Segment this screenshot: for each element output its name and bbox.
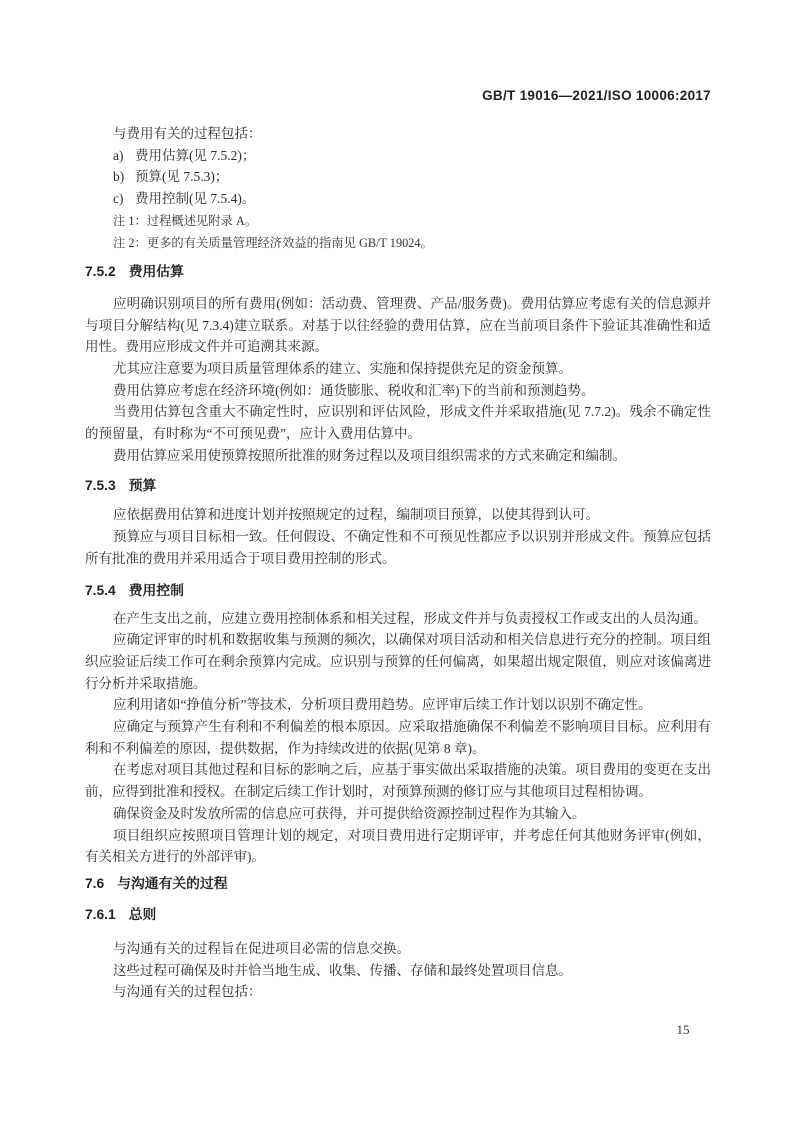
paragraph: 在产生支出之前，应建立费用控制体系和相关过程，形成文件并与负责授权工作或支出的人员沟通。	[113, 610, 707, 626]
paragraph: 与沟通有关的过程旨在促进项目必需的信息交换。	[113, 940, 410, 956]
cost-process-list	[85, 145, 711, 210]
paragraph: 费用估算应考虑在经济环境(例如：通货膨胀、税收和汇率)下的当前和预测趋势。	[113, 382, 595, 398]
section-number: 7.5.2	[85, 263, 116, 279]
paragraph: 应依据费用估算和进度计划并按照规定的过程，编制项目预算，以使其得到认可。	[113, 507, 599, 523]
paragraph: 确保资金及时发放所需的信息应可获得，并可提供给资源控制过程作为其输入。	[113, 805, 586, 821]
list-item-text: 费用估算(见 7.5.2)；	[135, 147, 256, 163]
section-number: 7.5.4	[85, 582, 116, 598]
list-item-marker: a)	[113, 147, 124, 163]
notes-block	[85, 210, 711, 254]
paragraph: 应利用诸如“挣值分析”等技术，分析项目费用趋势。应评审后续工作计划以识别不确定性。	[113, 697, 652, 713]
section-body-7-5-4	[85, 608, 711, 868]
section-title: 与沟通有关的过程	[117, 875, 228, 891]
section-body-7-6-1	[85, 938, 711, 1003]
paragraph: 当费用估算包含重大不确定性时，应识别和评估风险，形成文件并采取措施(见 7.7.2)。残余不确定性的预留量，有时称为“不可预见费”，应计入费用估算中。	[85, 404, 711, 442]
list-item-text: 预算(见 7.5.3)；	[135, 169, 229, 185]
paragraph: 费用估算应采用使预算按照所批准的财务过程以及项目组织需求的方式来确定和编制。	[113, 447, 626, 463]
paragraph: 应明确识别项目的所有费用(例如：活动费、管理费、产品/服务费)。费用估算应考虑有关的信息源并与项目分解结构(见 7.3.4)建立联系。对基于以往经验的费用估算，应在当前项目条件下验证其准确性和适用性。费用应形成文件并可追溯其来源。	[85, 295, 711, 355]
section-title: 预算	[128, 478, 157, 494]
paragraph: 项目组织应按照项目管理计划的规定，对项目费用进行定期评审，并考虑任何其他财务评审(例如，有关相关方进行的外部评审)。	[85, 827, 711, 865]
section-number: 7.6.1	[85, 906, 116, 922]
paragraph: 应确定评审的时机和数据收集与预测的频次，以确保对项目活动和相关信息进行充分的控制。项目组织应验证后续工作可在剩余预算内完成。应识别与预算的任何偏离，如果超出规定限值，则应对该偏离进行分析并采取措施。	[85, 632, 711, 691]
standard-code-header: GB/T 19016—2021/ISO 10006:2017	[482, 88, 711, 103]
page-number: 15	[676, 1022, 690, 1037]
intro-paragraph: 与费用有关的过程包括：	[113, 126, 262, 141]
section-heading-7-5-2	[85, 264, 711, 280]
page-content	[85, 88, 711, 1003]
section-body-7-5-3	[85, 504, 711, 569]
list-item-marker: c)	[113, 191, 124, 207]
section-title: 费用估算	[128, 263, 184, 279]
list-item-c	[85, 188, 711, 210]
section-heading-7-5-4	[85, 583, 711, 599]
section-title: 费用控制	[128, 582, 184, 598]
section-title: 总则	[128, 906, 157, 922]
section-heading-7-5-3	[85, 478, 711, 494]
paragraph: 这些过程可确保及时并恰当地生成、收集、传播、存储和最终处置项目信息。	[113, 962, 572, 978]
list-item-b	[85, 166, 711, 188]
paragraph: 尤其应注意要为项目质量管理体系的建立、实施和保持提供充足的资金预算。	[113, 360, 572, 376]
note-2: 注 2：更多的有关质量管理经济效益的指南见 GB/T 19024。	[113, 235, 433, 250]
list-item-marker: b)	[113, 169, 125, 185]
paragraph: 在考虑对项目其他过程和目标的影响之后，应基于事实做出采取措施的决策。项目费用的变更在支出前，应得到批准和授权。在制定后续工作计划时，对预算预测的修订应与其他项目过程相协调。	[85, 762, 711, 800]
paragraph: 与沟通有关的过程包括：	[113, 984, 262, 1000]
section-heading-7-6-1	[85, 907, 711, 923]
list-item-text: 费用控制(见 7.5.4)。	[135, 191, 256, 207]
section-heading-7-6	[85, 876, 711, 892]
paragraph: 预算应与项目目标相一致。任何假设、不确定性和不可预见性都应予以识别并形成文件。预算应包括所有批准的费用并采用适合于项目费用控制的形式。	[85, 529, 711, 566]
section-number: 7.5.3	[85, 478, 116, 494]
section-body-7-5-2	[85, 293, 711, 467]
list-item-a	[85, 145, 711, 167]
paragraph: 应确定与预算产生有利和不利偏差的根本原因。应采取措施确保不利偏差不影响项目目标。应利用有利和不利偏差的原因，提供数据，作为持续改进的依据(见第 8 章)。	[85, 719, 711, 756]
section-number: 7.6	[85, 875, 105, 891]
note-1: 注 1：过程概述见附录 A。	[113, 213, 258, 228]
